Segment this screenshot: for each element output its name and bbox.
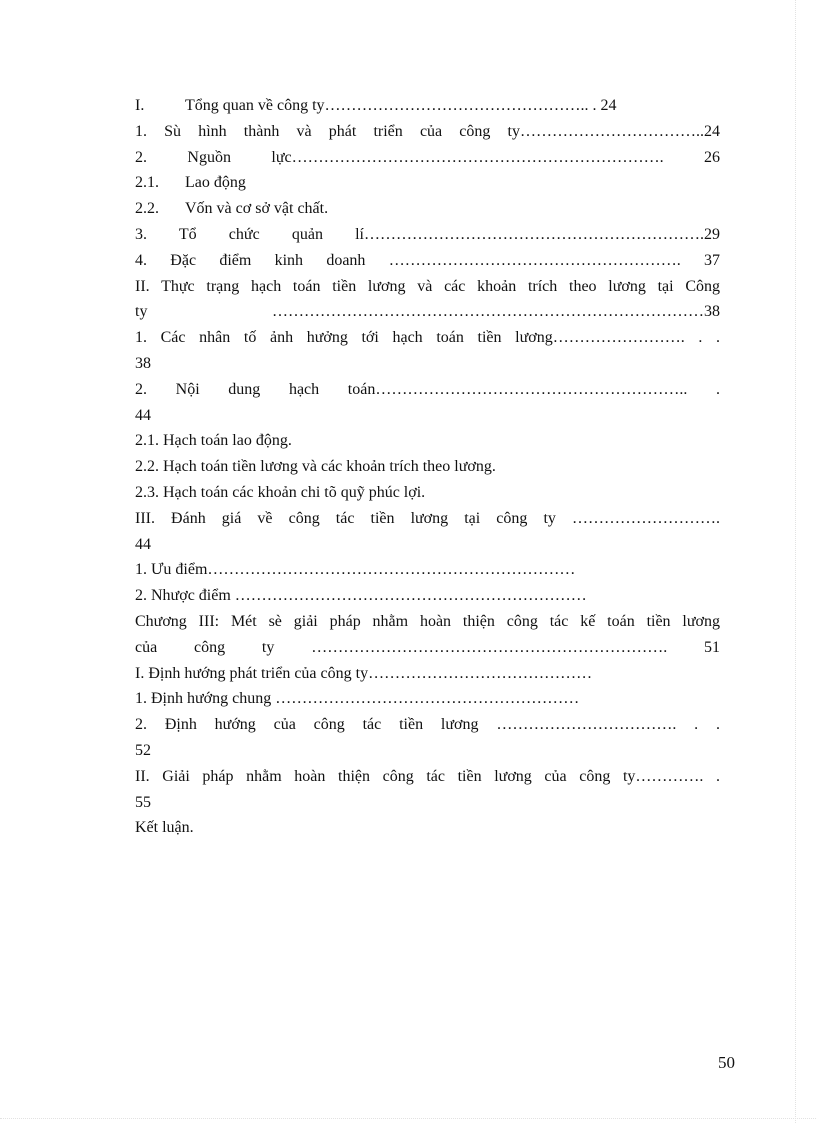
toc-entry-chapter-iii-cont: [135, 635, 720, 661]
toc-entry-text: 44: [135, 406, 151, 424]
toc-entry-text: I. Định hướng phát triển của công ty……………………………………: [135, 664, 593, 682]
toc-entry-text: 2. Nguồn lực……………………………………………………………. 26: [135, 148, 720, 166]
toc-entry-section-iii-page: [135, 532, 720, 558]
toc-entry-text: ty ………………………………………………………………………38: [135, 303, 720, 321]
toc-entry-content-page: [135, 403, 720, 429]
toc-entry-text: 1. Ưu điểm……………………………………………………………: [135, 561, 576, 579]
page-number: 50: [718, 1053, 735, 1072]
toc-entry-advantages: [135, 557, 720, 583]
toc-entry-labor-accounting: [135, 428, 720, 454]
toc-entry-solutions: [135, 764, 720, 790]
toc-entry-number: 2.2.: [135, 200, 159, 218]
toc-entry-welfare-accounting: [135, 480, 720, 506]
toc-entry-text: của công ty …………………………………………………………. 51: [135, 638, 720, 656]
toc-entry-text: 1. Định hướng chung …………………………………………………: [135, 690, 580, 708]
toc-entry-section-iii: [135, 506, 720, 532]
toc-entry-text: 44: [135, 535, 151, 553]
toc-entry-salary-accounting: [135, 454, 720, 480]
toc-entry-capital: [135, 196, 720, 222]
toc-entry-business: [135, 248, 720, 274]
toc-entry-conclusion: [135, 815, 720, 841]
toc-entry-disadvantages: [135, 583, 720, 609]
toc-entry-text: 1. Các nhân tố ảnh hưởng tới hạch toán tiền lương……………………. . .: [135, 329, 720, 347]
toc-entry-text: 2.1. Hạch toán lao động.: [135, 432, 292, 450]
toc-entry-text: 3. Tổ chức quản lí……………………………………………………….29: [135, 225, 720, 243]
toc-entry-text: III. Đánh giá về công tác tiền lương tại công ty ……………………….: [135, 509, 720, 527]
toc-entry-text: II. Thực trạng hạch toán tiền lương và các khoản trích theo lương tại Công: [135, 277, 720, 295]
toc-entry-formation: [135, 119, 720, 145]
toc-entry-labor: [135, 170, 720, 196]
toc-entry-text: Chương III: Mét sè giải pháp nhằm hoàn thiện công tác kế toán tiền lương: [135, 612, 720, 630]
toc-entry-resources: [135, 145, 720, 171]
page-edge-right: [795, 0, 796, 1123]
toc-entry-general-orientation: [135, 686, 720, 712]
toc-entry-text: 2. Nội dung hạch toán………………………………………………….. .: [135, 380, 720, 398]
toc-entry-text: 4. Đặc điểm kinh doanh ………………………………………………. 37: [135, 251, 720, 269]
toc-entry-text: II. Giải pháp nhằm hoàn thiện công tác tiền lương của công ty…………. .: [135, 767, 720, 785]
toc-entry-text: 55: [135, 793, 151, 811]
toc-entry-factors: [135, 325, 720, 351]
toc-entry-content: [135, 377, 720, 403]
toc-entry-text: Lao động: [185, 174, 246, 192]
toc-entry-chapter-iii: [135, 609, 720, 635]
toc-entry-overview: [135, 93, 720, 119]
page-edge-bottom: [0, 1118, 816, 1119]
toc-entry-text: Tổng quan về công ty………………………………………….. . 24: [185, 97, 617, 114]
toc-entry-text: 38: [135, 354, 151, 372]
toc-entry-text: 52: [135, 741, 151, 759]
toc-entry-number: 2.1.: [135, 174, 159, 192]
toc-entry-salary-orientation-page: [135, 738, 720, 764]
toc-entry-number: I.: [135, 97, 145, 114]
toc-entry-solutions-page: [135, 790, 720, 816]
toc-entry-text: Vốn và cơ sở vật chất.: [185, 200, 329, 218]
toc-entry-salary-orientation: [135, 712, 720, 738]
toc-entry-management: [135, 222, 720, 248]
toc-entry-section-ii-cont: [135, 299, 720, 325]
toc-entry-factors-page: [135, 351, 720, 377]
toc-entry-text: 2.2. Hạch toán tiền lương và các khoản trích theo lương.: [135, 458, 496, 476]
table-of-contents: [135, 93, 720, 841]
toc-entry-text: 2.3. Hạch toán các khoản chi tõ quỹ phúc lợi.: [135, 483, 426, 501]
toc-entry-text: 1. Sù hình thành và phát triển của công ty……………………………..24: [135, 122, 720, 140]
toc-entry-orientation: [135, 661, 720, 687]
toc-entry-text: 2. Nhược điểm …………………………………………………………: [135, 587, 587, 605]
toc-entry-section-ii: [135, 274, 720, 300]
toc-entry-text: Kết luận.: [135, 819, 194, 837]
toc-entry-text: 2. Định hướng của công tác tiền lương ……………………………. . .: [135, 716, 720, 734]
